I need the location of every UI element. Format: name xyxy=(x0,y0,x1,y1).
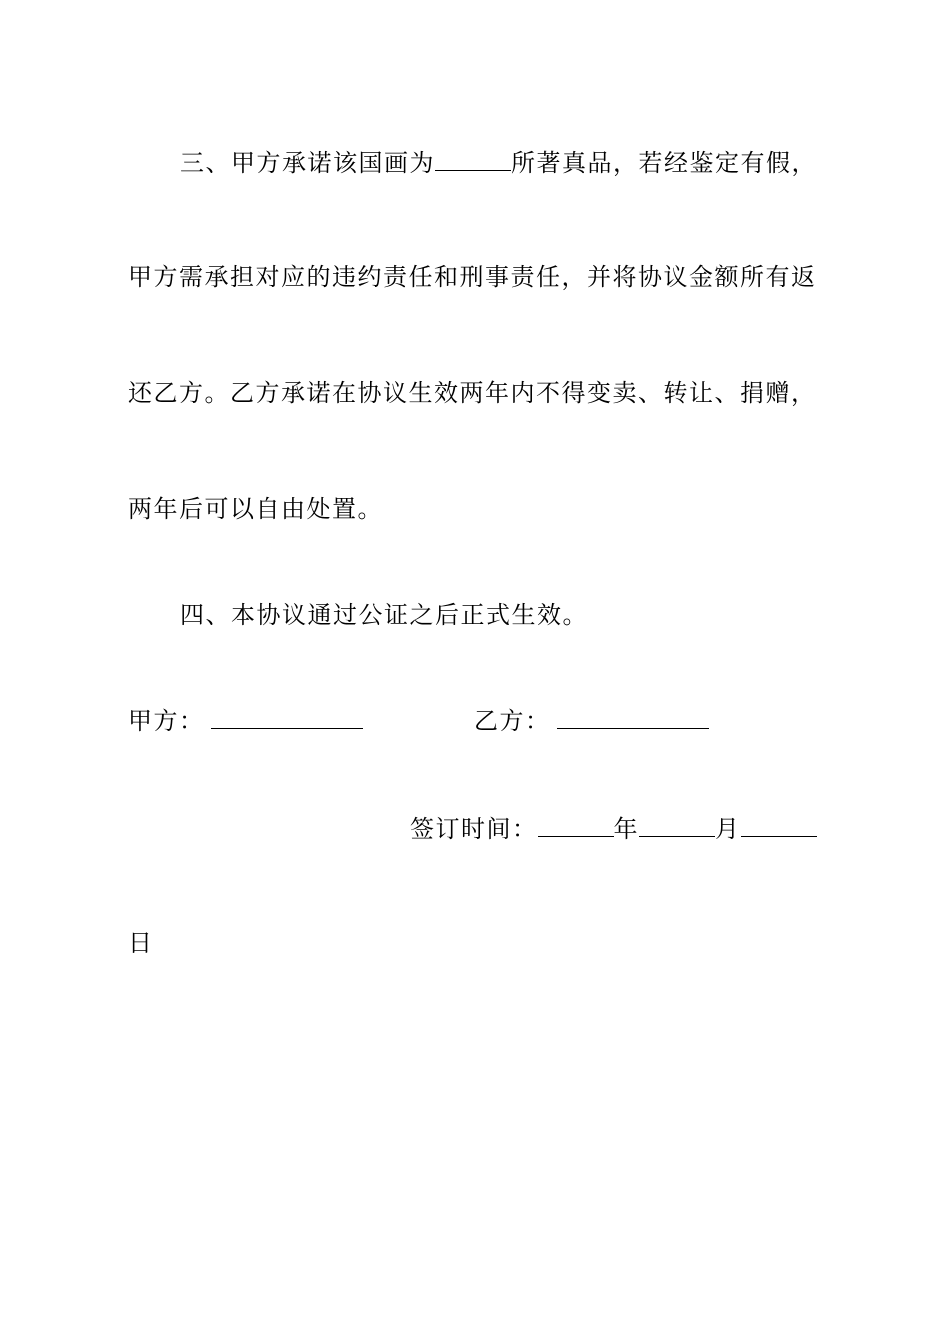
party-a-signature xyxy=(128,706,448,736)
author-blank[interactable] xyxy=(435,148,511,171)
party-b-signature-blank[interactable] xyxy=(557,706,709,729)
signing-date-label: 签订时间： xyxy=(410,815,538,843)
party-b-label: 乙方： xyxy=(474,707,551,735)
clause-3-text-before-blank: 三、甲方承诺该国画为 xyxy=(180,149,435,177)
year-blank[interactable] xyxy=(538,814,614,837)
clause-3-line-1 xyxy=(180,148,880,178)
clause-4: 四、本协议通过公证之后正式生效。 xyxy=(180,601,588,629)
party-a-signature-blank[interactable] xyxy=(211,706,363,729)
day-blank[interactable] xyxy=(741,814,817,837)
signing-date xyxy=(410,814,830,844)
clause-3-line-2: 甲方需承担对应的违约责任和刑事责任，并将协议金额所有返 xyxy=(128,263,817,291)
clause-3-line-4: 两年后可以自由处置。 xyxy=(128,495,383,523)
day-unit: 日 xyxy=(128,929,154,957)
party-a-label: 甲方： xyxy=(128,707,205,735)
year-unit: 年 xyxy=(613,815,639,843)
party-b-signature xyxy=(474,706,794,736)
month-blank[interactable] xyxy=(639,814,715,837)
clause-3-text-after-blank: 所著真品，若经鉴定有假， xyxy=(511,149,817,177)
clause-3-line-3: 还乙方。乙方承诺在协议生效两年内不得变卖、转让、捐赠， xyxy=(128,379,817,407)
month-unit: 月 xyxy=(715,815,741,843)
